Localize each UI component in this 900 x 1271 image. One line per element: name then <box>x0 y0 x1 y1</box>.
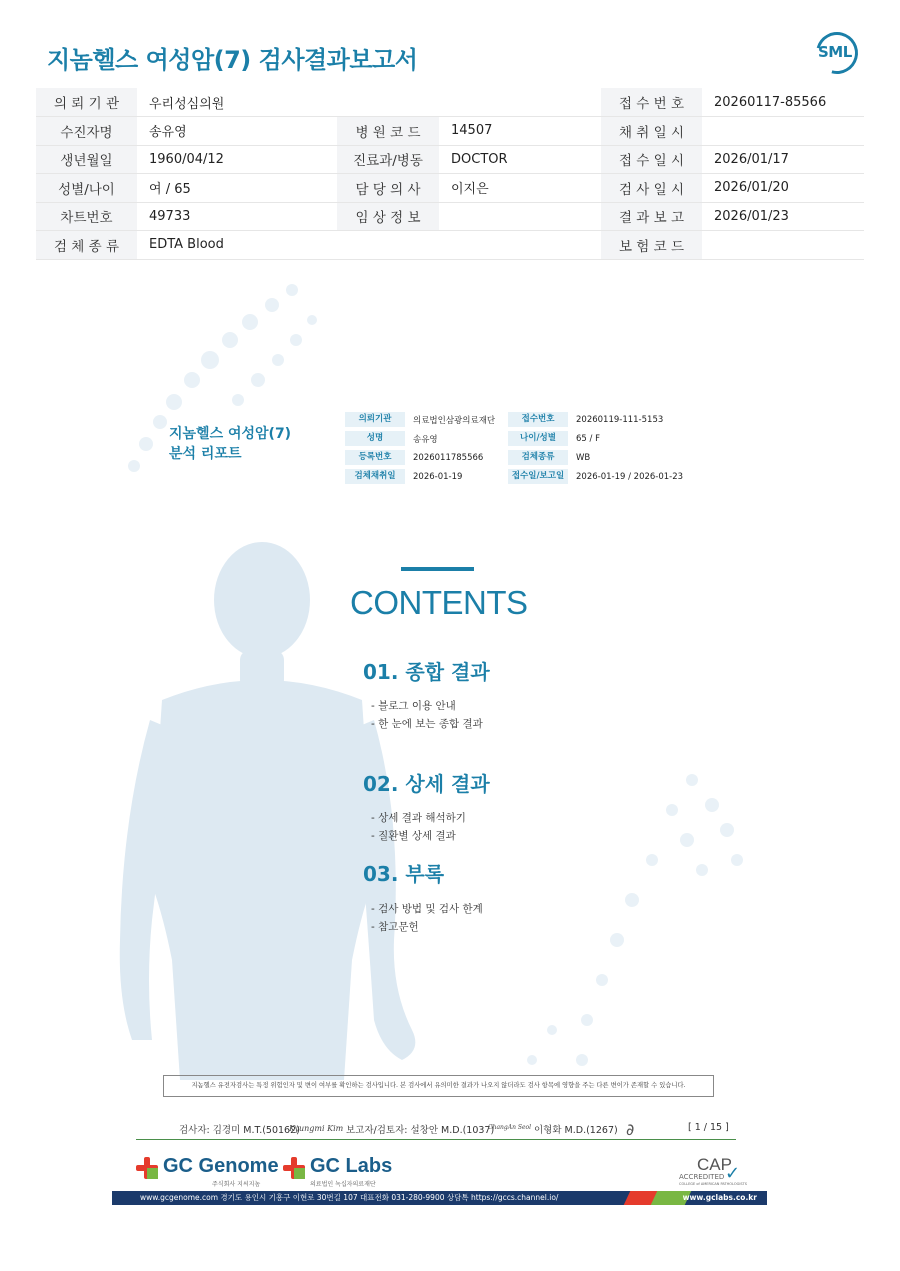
info-label: 수진자명 <box>36 117 137 146</box>
info-label: 채 취 일 시 <box>601 117 702 146</box>
info-value <box>702 117 864 146</box>
cover-info-value: 65 / F <box>576 433 600 444</box>
cap-college-text: COLLEGE of AMERICAN PATHOLOGISTS <box>679 1182 747 1186</box>
info-value <box>439 202 601 231</box>
cover-info-label: 성명 <box>345 431 405 446</box>
section-item: - 상세 결과 해석하기 <box>371 812 466 824</box>
gc-cross-icon <box>283 1157 305 1179</box>
info-value: 2026/01/23 <box>702 202 864 231</box>
info-label: 병 원 코 드 <box>337 117 439 146</box>
cover-report-title <box>169 424 291 464</box>
info-value: 1960/04/12 <box>137 145 337 174</box>
info-value: 이지은 <box>439 174 601 203</box>
info-label: 접 수 일 시 <box>601 145 702 174</box>
info-value: 14507 <box>439 117 601 146</box>
info-value <box>439 231 601 260</box>
contents-divider <box>401 567 474 571</box>
cover-info-value: 2026011785566 <box>413 452 484 463</box>
info-label: 진료과/병동 <box>337 145 439 174</box>
cover-info-row <box>345 448 731 467</box>
info-value: 2026/01/17 <box>702 145 864 174</box>
cover-info-table <box>345 410 731 486</box>
tester-name: 검사자: 김경미 M.T.(50162) <box>179 1125 300 1136</box>
cover-title-line1: 지놈헬스 여성암(7) <box>169 426 292 442</box>
reviewer-signature: ChangAn Seol <box>488 1124 532 1131</box>
cover-info-label: 접수일/보고일 <box>508 469 568 484</box>
info-label: 검 체 종 류 <box>36 231 137 260</box>
section-item: - 블로그 이용 안내 <box>371 700 456 712</box>
info-label <box>337 88 439 117</box>
info-row <box>36 231 864 260</box>
cover-info-label: 등록번호 <box>345 450 405 465</box>
info-label: 생년월일 <box>36 145 137 174</box>
gc-genome-subtitle: 주식회사 지씨지놈 <box>212 1181 261 1188</box>
contents-heading: CONTENTS <box>350 584 528 621</box>
section-item: - 참고문헌 <box>371 921 419 933</box>
info-value: 우리성심의원 <box>137 88 337 117</box>
info-value: 49733 <box>137 202 337 231</box>
info-label: 성별/나이 <box>36 174 137 203</box>
info-row <box>36 174 864 203</box>
info-value <box>702 231 864 260</box>
cover-info-value: WB <box>576 452 591 463</box>
report-title: 지놈헬스 여성암(7) 검사결과보고서 <box>47 46 418 74</box>
footer-website: www.gclabs.co.kr <box>682 1193 757 1202</box>
info-label: 임 상 정 보 <box>337 202 439 231</box>
cover-title-line2: 분석 리포트 <box>169 446 242 462</box>
cover-info-label: 나이/성별 <box>508 431 568 446</box>
gc-labs-name: GC Labs <box>310 1155 393 1177</box>
info-row <box>36 88 864 117</box>
cover-info-value: 2026-01-19 / 2026-01-23 <box>576 471 684 482</box>
gc-genome-name: GC Genome <box>163 1155 279 1177</box>
cover-info-label: 의뢰기관 <box>345 412 405 427</box>
info-value: 2026/01/20 <box>702 174 864 203</box>
info-value <box>439 88 601 117</box>
section-title: 02. 상세 결과 <box>363 772 490 796</box>
info-label: 보 험 코 드 <box>601 231 702 260</box>
info-label <box>337 231 439 260</box>
footer-bar <box>112 1191 767 1205</box>
info-value: 송유영 <box>137 117 337 146</box>
info-value: EDTA Blood <box>137 231 337 260</box>
section-title: 03. 부록 <box>363 862 445 886</box>
tester-signature: Kyungmi Kim <box>289 1124 344 1133</box>
cover-info-row <box>345 429 731 448</box>
gc-cross-icon <box>136 1157 158 1179</box>
cap-text: CAP <box>697 1155 732 1174</box>
sml-logo <box>812 30 864 78</box>
sml-logo-text: SML <box>818 43 852 61</box>
info-label: 의 뢰 기 관 <box>36 88 137 117</box>
disclaimer-box: 지놈헬스 유전자검사는 특정 위험인자 및 변이 여부를 확인하는 검사입니다. 본 검사에서 유의미한 결과가 나오지 않더라도 검사 항목에 영향을 주는 다른 변이가 존재할 수 있습니다. <box>163 1075 714 1097</box>
section-item: - 검사 방법 및 검사 한계 <box>371 903 483 915</box>
info-row <box>36 202 864 231</box>
info-label: 차트번호 <box>36 202 137 231</box>
info-value: 20260117-85566 <box>702 88 864 117</box>
section-title: 01. 종합 결과 <box>363 660 490 684</box>
footer-divider <box>136 1139 736 1140</box>
cover-page <box>112 260 767 1205</box>
cap-accredited-text: ACCREDITED <box>679 1173 725 1181</box>
check-icon: ✓ <box>725 1163 741 1184</box>
info-label: 결 과 보 고 <box>601 202 702 231</box>
info-row <box>36 145 864 174</box>
info-label: 접 수 번 호 <box>601 88 702 117</box>
section-item: - 한 눈에 보는 종합 결과 <box>371 718 483 730</box>
info-label: 검 사 일 시 <box>601 174 702 203</box>
footer-contact: www.gcgenome.com 경기도 용인시 기흥구 이현로 30번길 107 대표전화 031-280-9900 상담톡 https://gccs.channel.io/ <box>140 1193 559 1202</box>
cover-info-value: 의료법인삼광의료재단 <box>413 415 496 426</box>
gc-labs-subtitle: 의료법인 녹십자의료재단 <box>310 1181 376 1188</box>
cover-info-value: 송유영 <box>413 434 438 445</box>
patient-info-table <box>36 88 864 260</box>
cover-info-value: 2026-01-19 <box>413 471 463 482</box>
info-value: DOCTOR <box>439 145 601 174</box>
cover-info-label: 검체채취일 <box>345 469 405 484</box>
info-row <box>36 117 864 146</box>
info-label: 담 당 의 사 <box>337 174 439 203</box>
info-value: 여 / 65 <box>137 174 337 203</box>
cover-info-label: 검체종류 <box>508 450 568 465</box>
doctor-signature-icon: ∂ <box>626 1120 635 1139</box>
page-number: [ 1 / 15 ] <box>688 1122 729 1133</box>
doctor-name: 이형화 M.D.(1267) <box>534 1125 618 1136</box>
cover-info-label: 접수번호 <box>508 412 568 427</box>
reviewer-name: 보고자/검토자: 설창안 M.D.(1037) <box>346 1125 495 1136</box>
cover-info-value: 20260119-111-5153 <box>576 414 664 425</box>
cover-info-row <box>345 410 731 429</box>
section-item: - 질환별 상세 결과 <box>371 830 456 842</box>
cover-info-row <box>345 467 731 486</box>
